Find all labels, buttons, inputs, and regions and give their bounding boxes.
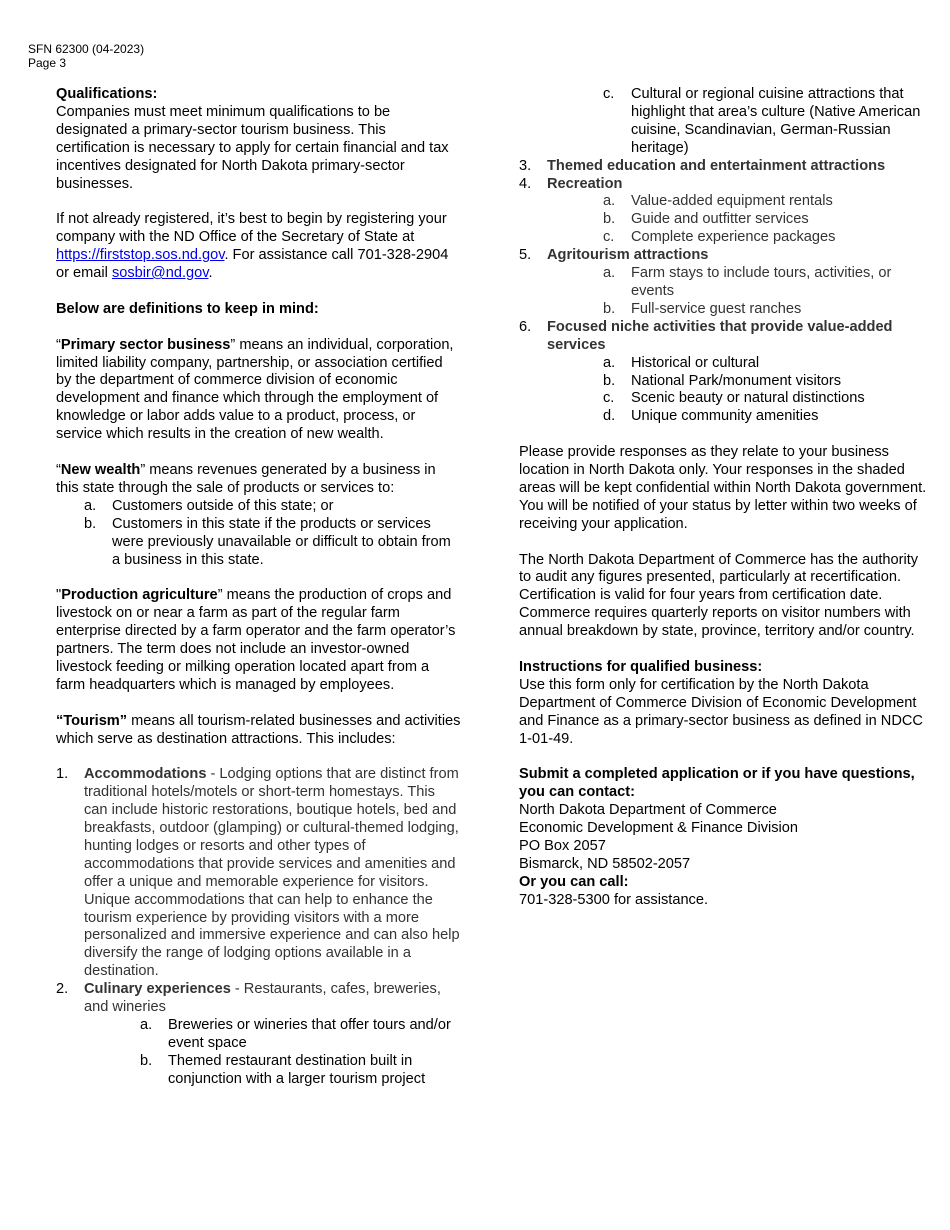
list-item: c. Complete experience packages	[603, 229, 836, 246]
audit-text: The North Dakota Department of Commerce has the authority to audit any figures presented, particularly at recertification. Certification is valid for four years from certification date. Commerce requires quarterly reports on visitor numbers with annual breakdown by state, province, territory and/or country.	[519, 551, 919, 640]
tourism-item-agritourism: 5. Agritourism attractions	[519, 247, 709, 264]
list-item: b. Themed restaurant destination built in conjunction with a larger tourism project	[140, 1052, 426, 1087]
instructions-text: Use this form only for certification by the North Dakota Department of Commerce Division of Economic Development and Finance as a primary-sector business as defined in NDCC 1-01-49.	[519, 676, 923, 747]
call-text: 701-328-5300 for assistance.	[519, 891, 709, 908]
list-item: a. Historical or cultural	[603, 354, 760, 371]
address-line: North Dakota Department of Commerce	[519, 802, 777, 819]
def-new-wealth: “New wealth” means revenues generated by a business in this state through the sale of products or services to:	[56, 461, 436, 496]
list-item: a. Breweries or wineries that offer tours and/or event space	[140, 1017, 451, 1051]
address-line: Economic Development & Finance Division	[519, 820, 799, 837]
list-item: a. Customers outside of this state; or	[84, 497, 334, 514]
qualifications-heading: Qualifications:	[56, 86, 158, 102]
list-item: b. Full-service guest ranches	[603, 300, 802, 317]
left-column	[56, 86, 462, 1089]
responses-text: Please provide responses as they relate to your business location in North Dakota only. Your responses in the shaded areas will be kept confidential within North Dakota government. You will be notified of your status by letter within two weeks of receiving your application.	[519, 444, 927, 532]
list-item: b. National Park/monument visitors	[603, 372, 842, 389]
email-link[interactable]: sosbir@nd.gov	[111, 265, 209, 282]
tourism-item-themed: 3. Themed education and entertainment attractions	[519, 157, 886, 174]
list-item: c. Cultural or regional cuisine attractions that highlight that area’s culture (Native American cuisine, Scandinavian, German-Russian heritage)	[603, 86, 921, 156]
submit-heading: Submit a completed application or if you have questions, you can contact:	[519, 766, 915, 801]
form-id: SFN 62300 (04-2023)	[28, 42, 145, 56]
instructions-heading: Instructions for qualified business:	[519, 658, 763, 675]
tourism-item-recreation: 4. Recreation	[519, 175, 623, 192]
page-number: Page 3	[28, 56, 67, 70]
list-item: b. Customers in this state if the products or services were previously unavailable or difficult to obtain from a business in this state.	[84, 515, 451, 568]
sos-link[interactable]: https://firststop.sos.nd.gov	[56, 247, 225, 264]
def-production-agriculture: "Production agriculture” means the production of crops and livestock on or near a farm as part of the regular farm enterprise directed by a farm operator and the farm operator’s partners. The term does not include an investor-owned livestock feeding or milking operation located apart from a farm headquarters which is managed by employees.	[56, 587, 456, 693]
def-tourism: “Tourism” means all tourism-related businesses and activities which serve as destination attractions. This includes:	[56, 712, 461, 747]
tourism-item-accommodations: 1. Accommodations - Lodging options that are distinct from traditional hotels/motels or short-term homestays. This can include historic restorations, boutique hotels, bed and breakfasts, outdoor (glamping) or cultural-themed lodging, hunting lodges or resorts and other types of accommodations that provide services and amenities and offer a unique and memorable experience for visitors. Unique accommodations that can help to enhance the tourism experience by providing visitors with a more personalized and immersive experience and can also help diversify the range of lodging options available in a destination.	[56, 766, 460, 980]
qualifications-text: Companies must meet minimum qualifications to be designated a primary-sector tourism business. This certification is necessary to apply for certain financial and tax incentives designated for North Dakota primary-sector businesses.	[56, 103, 449, 192]
address-line: PO Box 2057	[519, 838, 606, 854]
def-primary-sector: “Primary sector business” means an individual, corporation, limited liability company, partnership, or association certified by the department of commerce division of economic development and finance which through the employment of knowledge or labor adds value to a product, process, or service which results in the creation of new wealth.	[56, 336, 454, 443]
tourism-item-culinary: 2. Culinary experiences - Restaurants, cafes, breweries, and wineries	[56, 981, 441, 1016]
list-item: a. Value-added equipment rentals	[603, 193, 833, 210]
registration-text: If not already registered, it’s best to begin by registering your company with the ND Office of the Secretary of State at https://firststop.sos.nd.gov. For assistance call 701-328-2904 or email sosbir@nd.gov.	[56, 211, 449, 282]
tourism-item-niche: 6. Focused niche activities that provide value-added services	[519, 318, 893, 353]
list-item: a. Farm stays to include tours, activities, or events	[603, 265, 892, 299]
page-header	[28, 42, 144, 70]
address-line: Bismarck, ND 58502-2057	[519, 855, 691, 872]
list-item: b. Guide and outfitter services	[603, 211, 809, 228]
right-column	[519, 86, 929, 910]
definitions-heading: Below are definitions to keep in mind:	[56, 300, 319, 317]
call-heading: Or you can call:	[519, 873, 629, 890]
list-item: c. Scenic beauty or natural distinctions	[603, 390, 865, 407]
list-item: d. Unique community amenities	[603, 408, 819, 425]
